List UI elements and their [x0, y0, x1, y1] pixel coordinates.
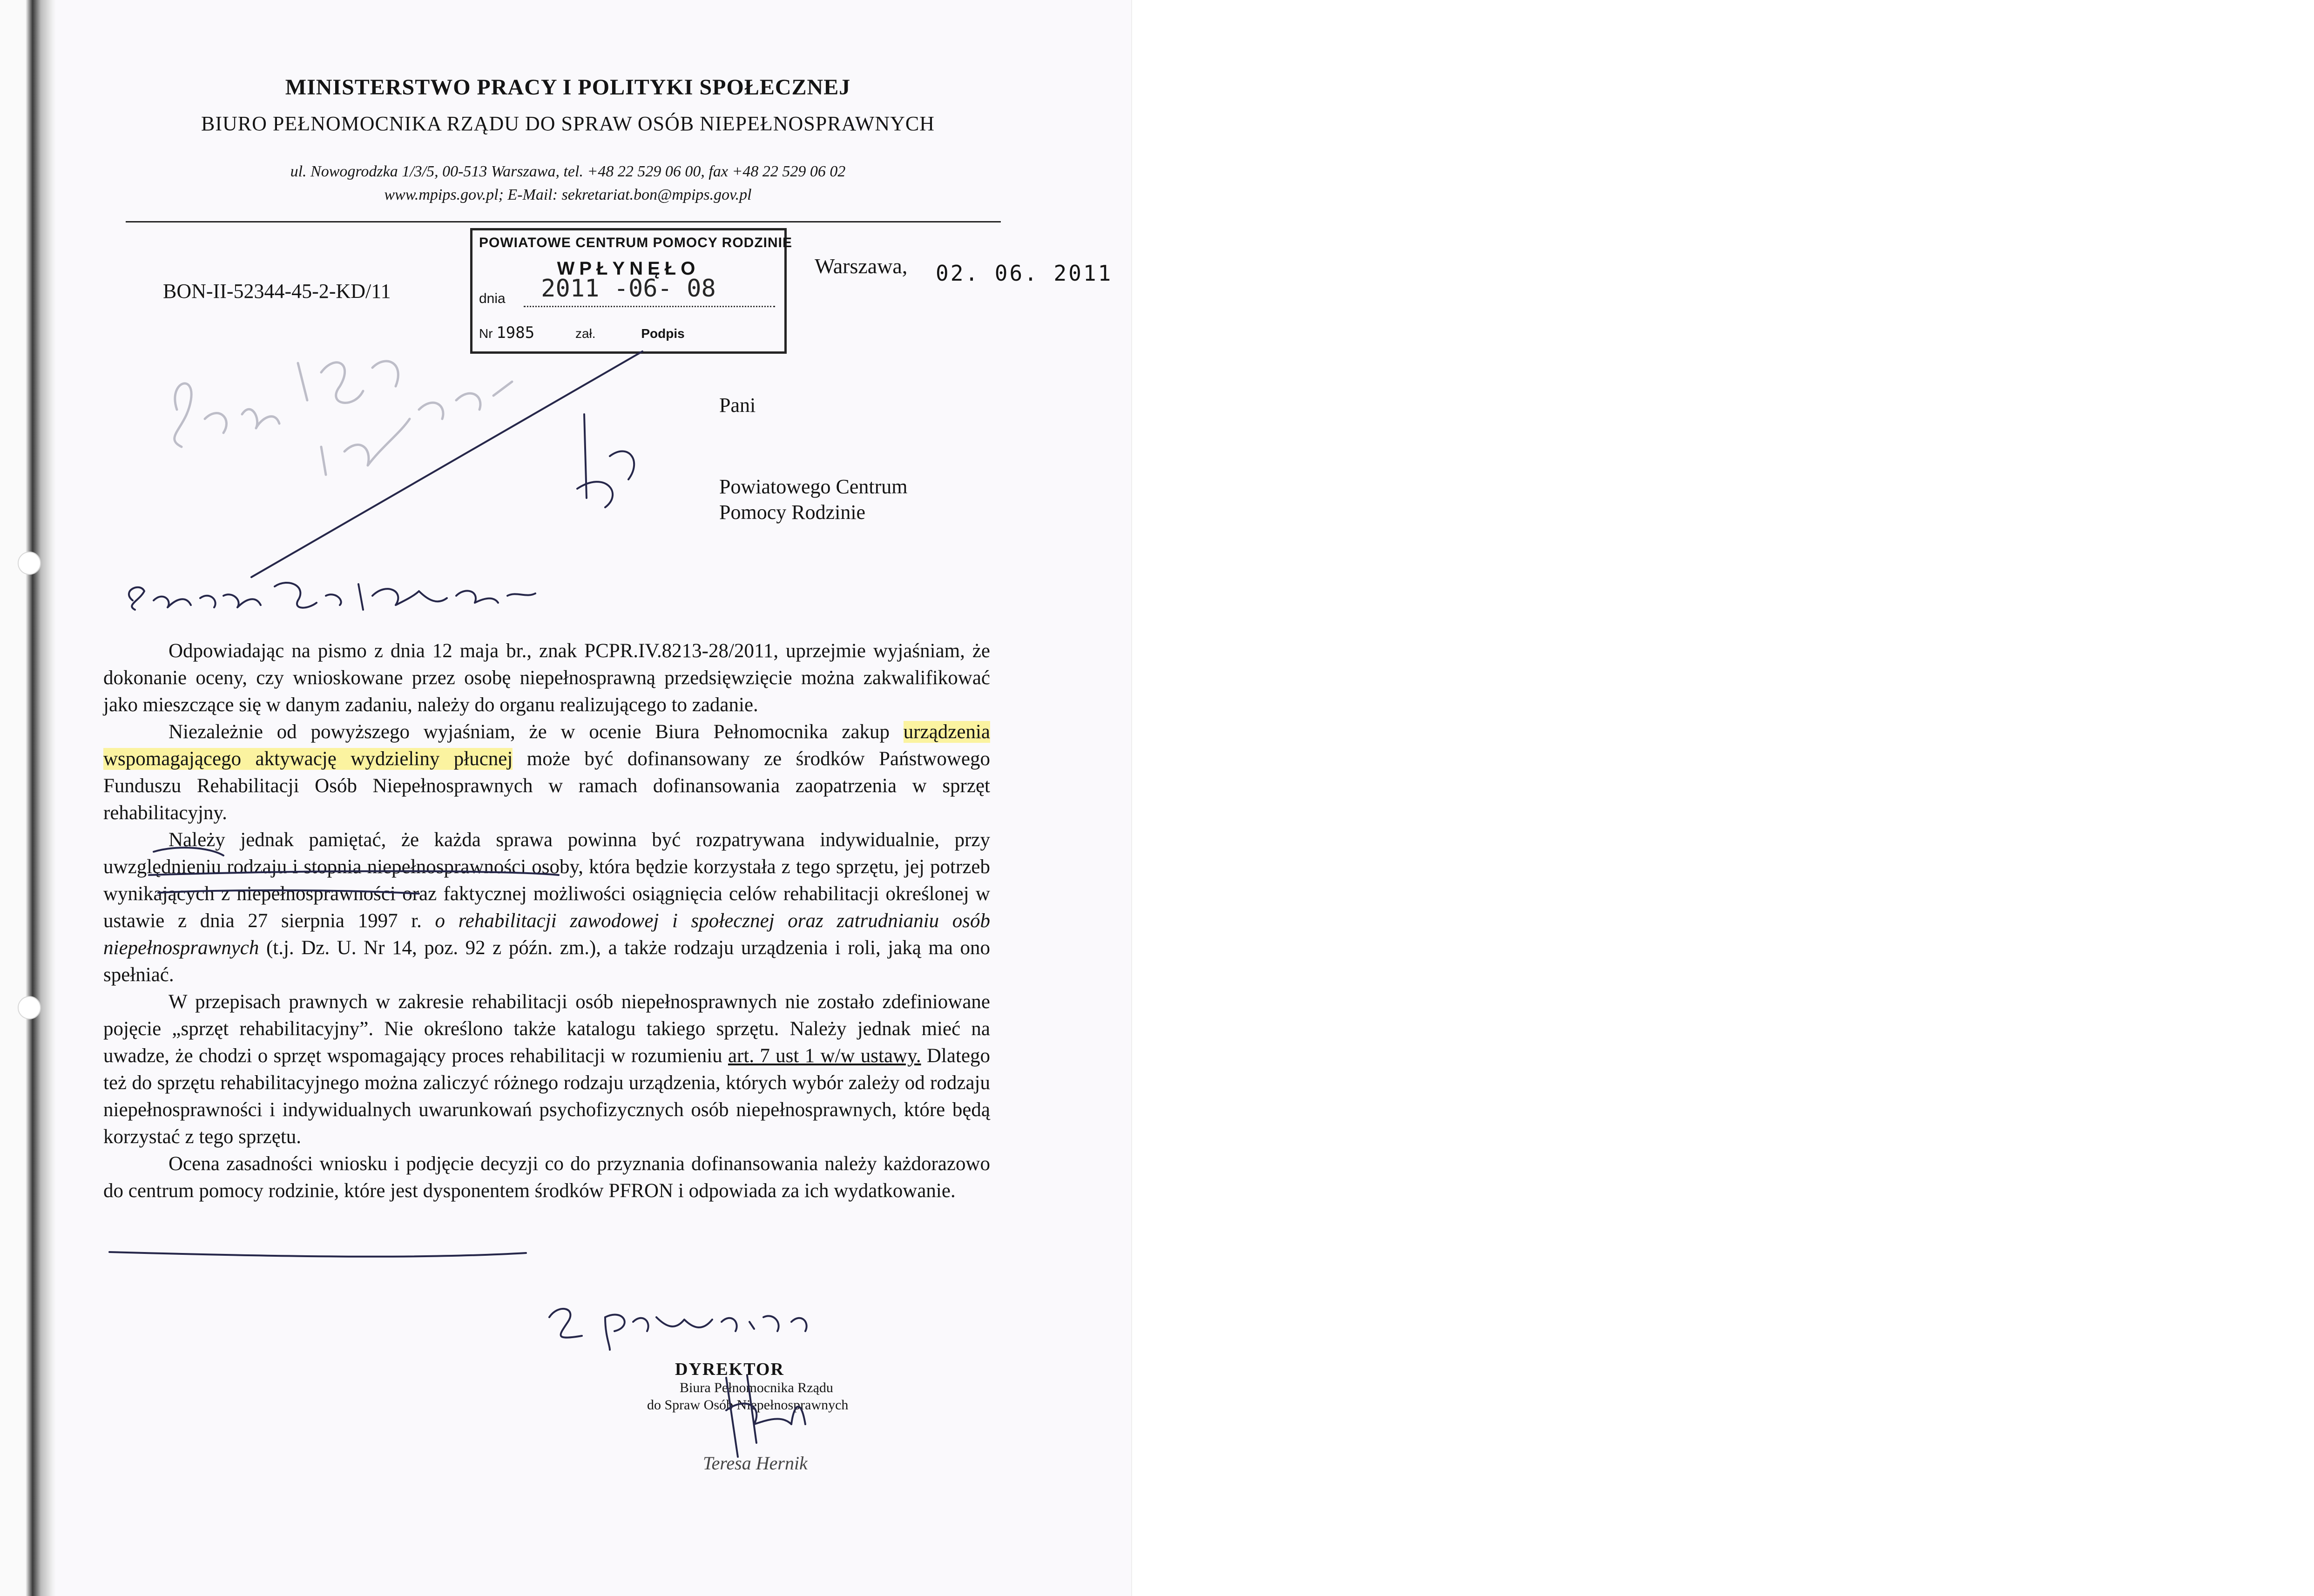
- reference-number: BON-II-52344-45-2-KD/11: [163, 280, 391, 303]
- recipient-line-2: Pomocy Rodzinie: [719, 501, 866, 524]
- paragraph-5: Ocena zasadności wniosku i podjęcie decyzji co do przyznania dofinansowania należy każdorazowo do centrum pomocy rodzinie, które jest dysponentem środków PFRON i odpowiada za ich wydatkowanie.: [103, 1153, 990, 1202]
- stamp-dnia-label: dnia: [479, 291, 506, 306]
- stamp-received-label: WPŁYNĘŁO: [557, 258, 700, 279]
- highlighted-phrase: urządzenia wspomagającego aktywację wydzieliny płucnej: [103, 721, 990, 770]
- handwritten-annotations: [0, 0, 1132, 1596]
- handwritten-greeting: [129, 583, 535, 610]
- signatory-office-line-2: do Spraw Osób Niepełnosprawnych: [647, 1397, 849, 1413]
- stamp-date: 2011 -06- 08: [541, 275, 716, 303]
- paragraph-2-intro: Niezależnie od powyższego wyjaśniam, że w ocenie Biura Pełnomocnika zakup: [169, 721, 890, 743]
- stamp-title: POWIATOWE CENTRUM POMOCY RODZINIE: [479, 235, 793, 250]
- recipient-line-1: Powiatowego Centrum: [719, 475, 908, 498]
- paragraph-3-rest: (t.j. Dz. U. Nr 14, poz. 92 z późn. zm.), a także rodzaju urządzenia i roli, jaką ma ono spełniać.: [103, 937, 990, 986]
- initials-mark: [577, 414, 634, 507]
- article-reference: art. 7 ust 1 w/w ustawy.: [728, 1045, 921, 1067]
- director-signature: [726, 1375, 805, 1457]
- ministry-web-email: www.mpips.gov.pl; E-Mail: sekretariat.bon@mpips.gov.pl: [384, 186, 752, 203]
- signatory-office-line-1: Biura Pełnomocnika Rządu: [680, 1380, 833, 1395]
- scanned-letter-page: [0, 0, 1132, 1596]
- letter-city: Warszawa,: [815, 254, 908, 278]
- signatory-title: DYREKTOR: [675, 1360, 784, 1379]
- paragraph-4-intro: W przepisach prawnych w zakresie rehabilitacji osób niepełnosprawnych nie zostało zdefiniowane pojęcie „sprzęt rehabilitacyjny”. Nie określono także katalogu takiego sprzętu. Należy jednak mieć na uwadze, że chodzi o sprzęt wspomagający proces rehabilitacji w rozumieniu: [103, 991, 990, 1067]
- paragraph-4-rest: Dlatego też do sprzętu rehabilitacyjnego można zaliczyć różnego rodzaju urządzenia, których wybór zależy od rodzaju niepełnosprawności i indywidualnych uwarunkowań psychofizycznych osób niepełnosprawnych, które będą korzystać z tego sprzętu.: [103, 1045, 990, 1148]
- act-title: o rehabilitacji zawodowej i społecznej oraz zatrudnianiu osób niepełnosprawnych: [103, 910, 990, 959]
- paragraph-3-intro: Należy jednak pamiętać, że każda sprawa powinna być rozpatrywana indywidualnie, przy uwzględnieniu rodzaju i stopnia niepełnosprawności osoby, która będzie korzystała z tego sprzętu, jej potrzeb wynikających z niepełnosprawności oraz faktycznej możliwości osiągnięcia celów rehabilitacji określonej w ustawie z dnia 27 sierpnia 1997 r.: [103, 829, 990, 932]
- underline-marks: [149, 848, 559, 894]
- office-subtitle: BIURO PEŁNOMOCNIKA RZĄDU DO SPRAW OSÓB NIEPEŁNOSPRAWNYCH: [201, 112, 935, 135]
- ministry-address: ul. Nowogrodzka 1/3/5, 00-513 Warszawa, tel. +48 22 529 06 00, fax +48 22 529 06 02: [290, 163, 846, 180]
- pale-marginal-note: [175, 361, 512, 475]
- recipient-salutation: Pani: [719, 394, 756, 417]
- signatory-name: Teresa Hernik: [703, 1453, 808, 1474]
- routing-line: [251, 351, 642, 577]
- paragraph-1: Odpowiadając na pismo z dnia 12 maja br., znak PCPR.IV.8213-28/2011, uprzejmie wyjaśniam, że dokonanie oceny, czy wnioskowane przez osobę niepełnosprawną przedsięwzięcie można zakwalifikować jako mieszczące się w danym zadaniu, należy do organu realizującego to zadanie.: [103, 640, 990, 716]
- ministry-title: MINISTERSTWO PRACY I POLITYKI SPOŁECZNEJ: [285, 75, 851, 100]
- stamp-podpis-label: Podpis: [641, 326, 685, 341]
- stamp-nr-value: 1985: [496, 323, 535, 342]
- stamp-zal-label: zał.: [575, 326, 596, 341]
- stamp-nr-label: Nr: [479, 326, 493, 341]
- handwritten-underline: [109, 1252, 526, 1257]
- letter-date: 02. 06. 2011: [936, 261, 1113, 286]
- handwritten-closing: [549, 1309, 807, 1350]
- paragraph-2-rest: może być dofinansowany ze środków Państwowego Funduszu Rehabilitacji Osób Niepełnosprawnych w ramach dofinansowania zaopatrzenia w sprzęt rehabilitacyjny.: [103, 748, 991, 824]
